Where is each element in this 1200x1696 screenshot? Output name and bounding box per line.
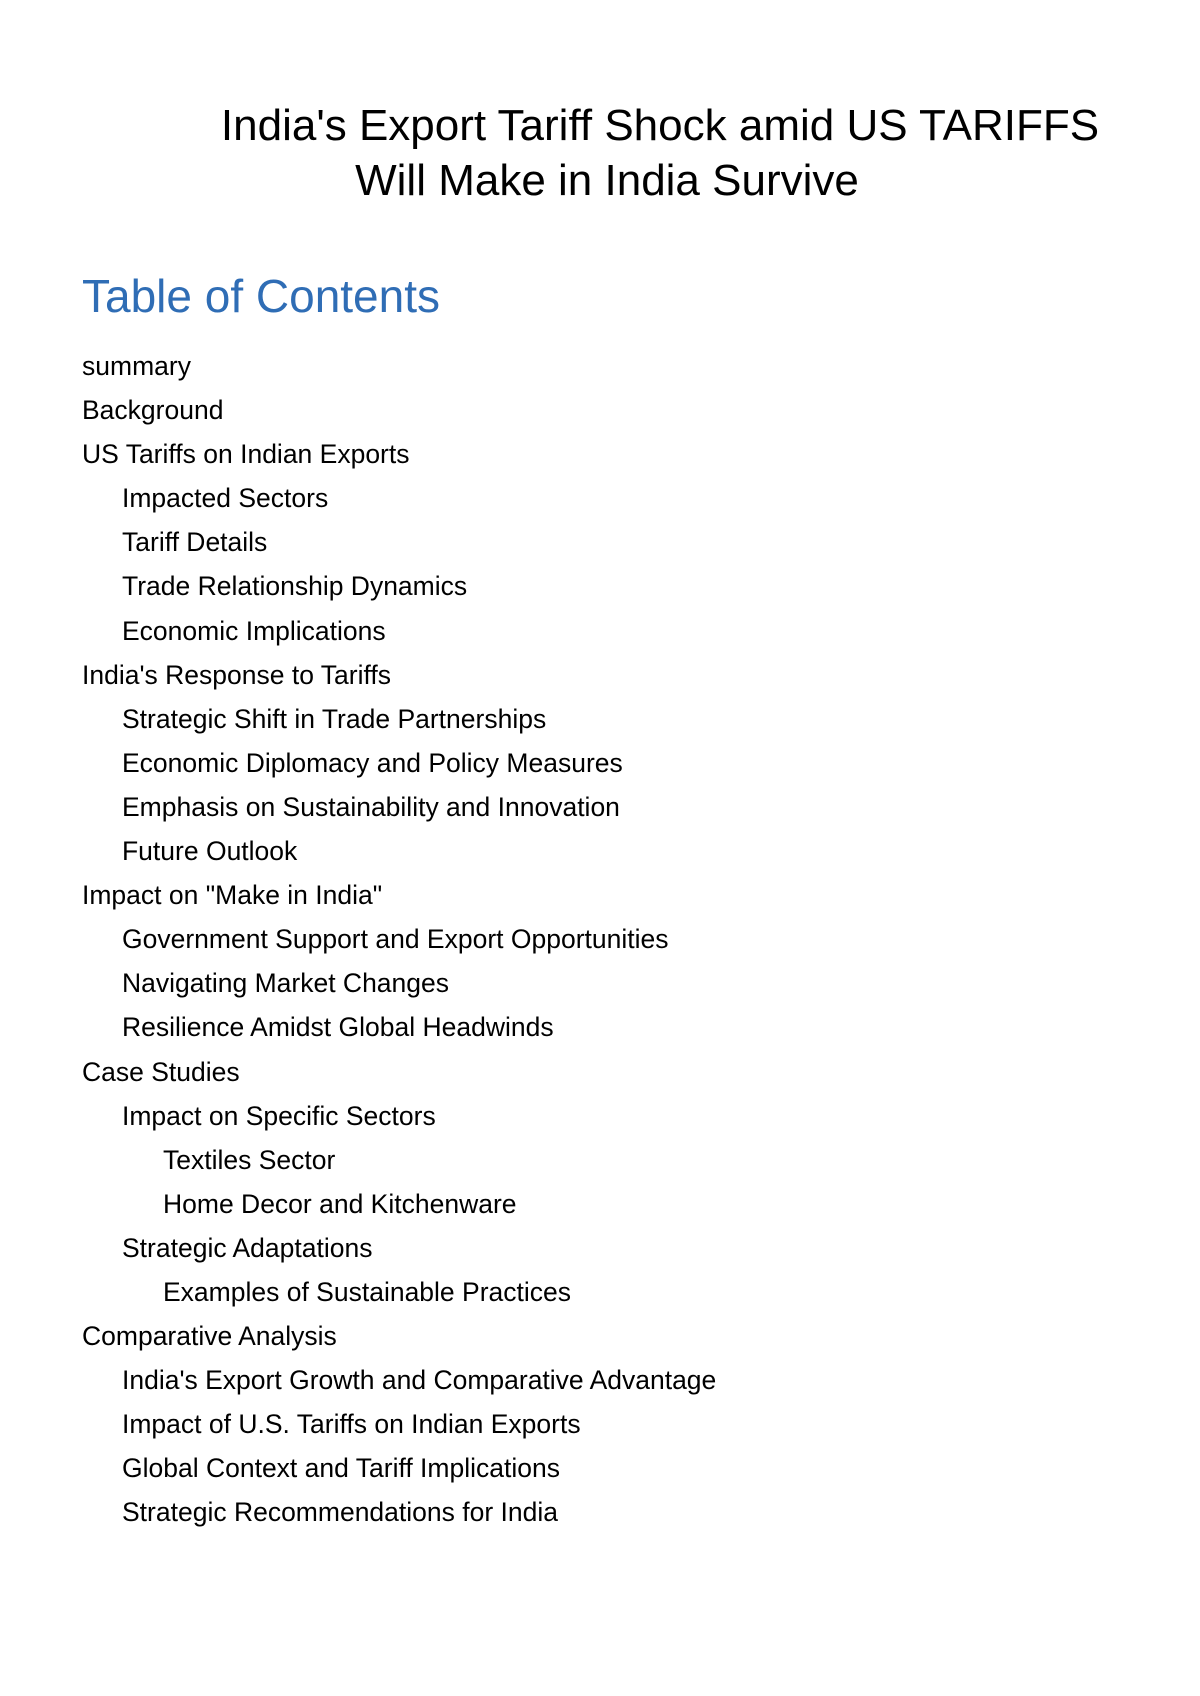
toc-entry[interactable]: Impact on Specific Sectors bbox=[122, 1100, 436, 1131]
toc-entry[interactable]: Background bbox=[82, 395, 224, 426]
toc-entry[interactable]: Future Outlook bbox=[122, 836, 298, 867]
toc-entry[interactable]: Impacted Sectors bbox=[122, 483, 329, 514]
toc-entry[interactable]: India's Response to Tariffs bbox=[82, 659, 392, 690]
toc-entry[interactable]: Impact on "Make in India" bbox=[82, 880, 383, 911]
document-title-line-1: India's Export Tariff Shock amid US TARIFFS bbox=[220, 101, 1100, 150]
toc-entry[interactable]: Emphasis on Sustainability and Innovation bbox=[122, 791, 620, 822]
toc-entry[interactable]: Home Decor and Kitchenware bbox=[163, 1188, 517, 1219]
document-title-line-2: Will Make in India Survive bbox=[355, 156, 859, 205]
toc-entry[interactable]: Economic Diplomacy and Policy Measures bbox=[122, 747, 623, 778]
toc-entry[interactable]: Trade Relationship Dynamics bbox=[122, 571, 468, 602]
toc-entry[interactable]: Resilience Amidst Global Headwinds bbox=[122, 1012, 554, 1043]
document-title bbox=[0, 98, 1200, 208]
toc-entry[interactable]: Comparative Analysis bbox=[82, 1321, 337, 1352]
toc-entry[interactable]: Strategic Adaptations bbox=[122, 1232, 373, 1263]
toc-entry[interactable]: Examples of Sustainable Practices bbox=[163, 1276, 572, 1307]
toc-entry[interactable]: Textiles Sector bbox=[163, 1144, 336, 1175]
toc-entry[interactable]: Navigating Market Changes bbox=[122, 968, 450, 999]
toc-heading: Table of Contents bbox=[82, 270, 441, 322]
toc-entry[interactable]: Case Studies bbox=[82, 1056, 240, 1087]
toc-entry[interactable]: US Tariffs on Indian Exports bbox=[82, 439, 410, 470]
toc-entry[interactable]: Impact of U.S. Tariffs on Indian Exports bbox=[122, 1409, 581, 1440]
toc-entry[interactable]: Economic Implications bbox=[122, 615, 386, 646]
toc-entry[interactable]: India's Export Growth and Comparative Advantage bbox=[122, 1365, 717, 1396]
toc-entry[interactable]: Government Support and Export Opportunities bbox=[122, 924, 669, 955]
toc-list bbox=[82, 344, 716, 1535]
toc-entry[interactable]: Tariff Details bbox=[122, 527, 268, 558]
toc-entry[interactable]: Global Context and Tariff Implications bbox=[122, 1453, 560, 1484]
toc-entry[interactable]: Strategic Shift in Trade Partnerships bbox=[122, 703, 547, 734]
toc-entry[interactable]: Strategic Recommendations for India bbox=[122, 1497, 558, 1528]
toc-entry[interactable]: summary bbox=[82, 351, 191, 381]
